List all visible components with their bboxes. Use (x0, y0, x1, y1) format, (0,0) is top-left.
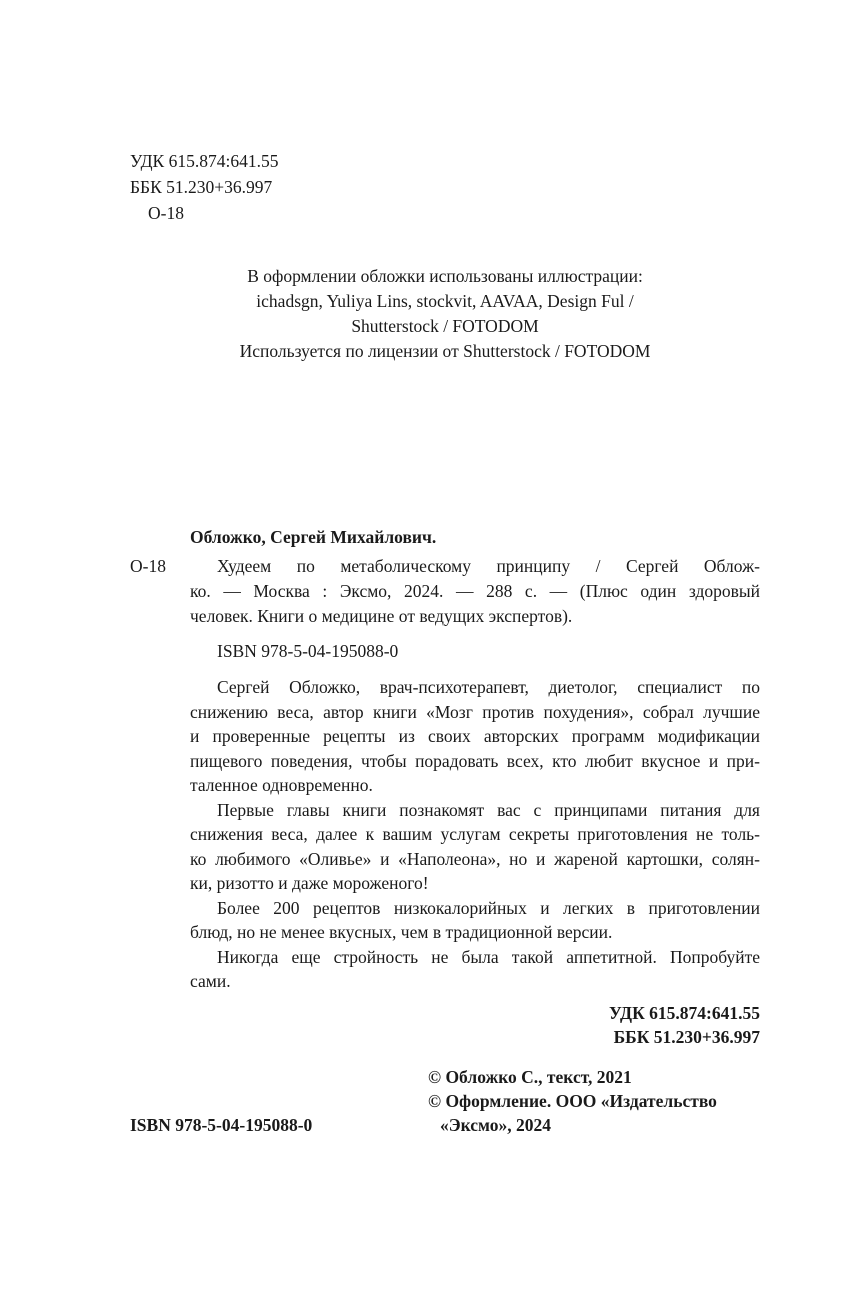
bbk-code: ББК 51.230+36.997 (130, 177, 273, 197)
credits-line: Shutterstock / FOTODOM (351, 316, 539, 336)
annotation-line: и проверенные рецепты из своих авторских программ модификации (190, 726, 760, 746)
author-mark: О-18 (148, 203, 184, 223)
record-author: Обложко, Сергей Михайлович. (190, 527, 437, 547)
record-line: ко. — Москва : Эксмо, 2024. — 288 с. — (Плюс один здоровый (190, 581, 760, 601)
footer-isbn: ISBN 978-5-04-195088-0 (130, 1115, 313, 1135)
annotation-line: ки, ризотто и даже мороженого! (190, 873, 429, 893)
annotation-line: Сергей Обложко, врач-психотерапевт, диетолог, специалист по (217, 677, 760, 697)
udk-code: УДК 615.874:641.55 (130, 151, 279, 171)
annotation-line: ко любимого «Оливье» и «Наполеона», но и жареной картошки, солян- (190, 848, 760, 869)
annotation-line: снижения веса, далее к вашим услугам секреты приготовления не толь- (190, 824, 760, 844)
annotation-line: Никогда еще стройность не была такой аппетитной. Попробуйте (217, 946, 760, 967)
udk-code-bottom: УДК 615.874:641.55 (608, 1003, 760, 1023)
record-isbn: ISBN 978-5-04-195088-0 (217, 641, 399, 661)
annotation-line: пищевого поведения, чтобы порадовать всех, кто любит вкусное и при- (190, 750, 760, 771)
record-line: Худеем по метаболическому принципу / Сергей Облож- (217, 556, 760, 576)
annotation-line: Более 200 рецептов низкокалорийных и легких в приготовлении (217, 897, 760, 918)
annotation-line: таленное одновременно. (190, 775, 373, 795)
record-line: человек. Книги о медицине от ведущих экспертов). (190, 606, 573, 626)
annotation-line: Первые главы книги познакомят вас с принципами питания для (217, 799, 760, 820)
credits-line: ichadsgn, Yuliya Lins, stockvit, AAVAA, Design Ful / (256, 291, 634, 311)
copyright-line: © Оформление. ООО «Издательство (428, 1091, 717, 1111)
annotation-line: снижению веса, автор книги «Мозг против похудения», собрал лучшие (190, 701, 760, 722)
record-mark: О-18 (130, 556, 166, 576)
bbk-code-bottom: ББК 51.230+36.997 (613, 1027, 760, 1047)
annotation-line: блюд, но не менее вкусных, чем в традиционной версии. (190, 922, 613, 942)
annotation-line: сами. (190, 971, 231, 991)
credits-line: В оформлении обложки использованы иллюстрации: (247, 266, 643, 286)
copyright-line: © Обложко С., текст, 2021 (428, 1067, 632, 1087)
credits-line: Используется по лицензии от Shutterstock / FOTODOM (239, 341, 651, 361)
copyright-line: «Эксмо», 2024 (440, 1115, 551, 1135)
